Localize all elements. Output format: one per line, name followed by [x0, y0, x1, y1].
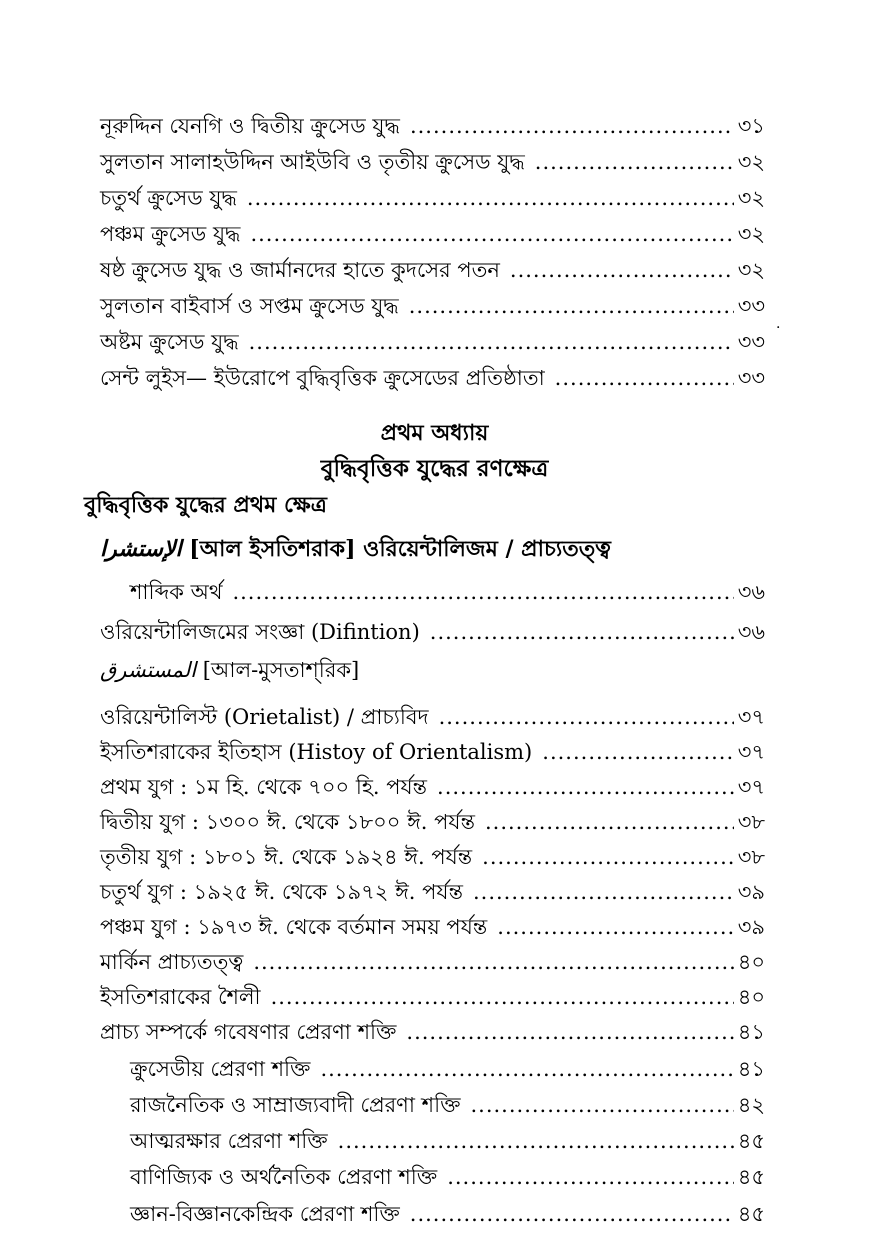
toc-entry-page: ৩৯ [737, 915, 765, 939]
toc-entry [100, 292, 765, 320]
toc-entry-title: পঞ্চম ক্রুসেড যুদ্ধ [100, 222, 241, 246]
toc-entry [100, 184, 765, 212]
leader-dots [470, 1091, 733, 1119]
toc-entry [100, 256, 765, 284]
leader-dots [406, 1018, 733, 1046]
toc-entry-title: আত্মরক্ষার প্রেরণা শক্তি [130, 1129, 328, 1153]
toc-entry-page: ৪১ [737, 1020, 765, 1044]
toc-entry-page: ৩২ [737, 150, 765, 174]
toc-entry-page: ৩১ [737, 114, 765, 138]
toc-entry-page: ৩৬ [737, 580, 765, 604]
toc-entry-page: ৩৩ [737, 294, 765, 318]
toc-entry-title: তৃতীয় যুগ : ১৮০১ ঈ. থেকে ১৯২৪ ঈ. পর্যন্ত [100, 845, 473, 869]
arabic-term: المستشرق [100, 658, 197, 682]
chapter-title: বুদ্ধিবৃত্তিক যুদ্ধের রণক্ষেত্র [320, 455, 549, 482]
toc-entry-title: ওরিয়েন্টালিস্ট (Orietalist) / প্রাচ্যবিদ [100, 705, 429, 729]
toc-subentry [130, 1200, 765, 1228]
toc-entry [100, 618, 765, 646]
term-line [100, 656, 359, 684]
toc-entry-page: ৩২ [737, 186, 765, 210]
term-text: [আল-মুসতাশ্‌রিক] [202, 658, 360, 682]
toc-subentry [130, 1163, 765, 1191]
toc-entry-page: ৩৭ [737, 775, 765, 799]
leader-dots [535, 148, 734, 176]
leader-dots [447, 1163, 734, 1191]
leader-dots [439, 703, 734, 731]
toc-entry-page: ৩৩ [737, 330, 765, 354]
toc-entry-title: চতুর্থ যুগ : ১৯২৫ ঈ. থেকে ১৯৭২ ঈ. পর্যন্ত [100, 880, 463, 904]
toc-entry-page: ৩২ [737, 258, 765, 282]
leader-dots [247, 184, 734, 212]
leader-dots [473, 878, 734, 906]
toc-entry-page: ৩৮ [737, 845, 765, 869]
section-subtitle [100, 534, 611, 564]
leader-dots [482, 843, 734, 871]
toc-entry-page: ৩৭ [737, 705, 765, 729]
toc-entry [100, 878, 765, 906]
toc-subentry [130, 1127, 765, 1155]
toc-entry-title: জ্ঞান-বিজ্ঞানকেন্দ্রিক প্রেরণা শক্তি [130, 1202, 400, 1226]
leader-dots [497, 913, 733, 941]
toc-entry [100, 948, 765, 976]
leader-dots [320, 1055, 733, 1083]
toc-entry-page: ৪০ [737, 985, 765, 1009]
toc-entry-title: প্রাচ্য সম্পর্কে গবেষণার প্রেরণা শক্তি [100, 1020, 397, 1044]
toc-entry-title: সুলতান সালাহউদ্দিন আইউবি ও তৃতীয় ক্রুসেড যুদ্ধ [100, 150, 525, 174]
leader-dots [410, 112, 734, 140]
leader-dots [271, 983, 734, 1011]
toc-entry-title: শাব্দিক অর্থ [130, 580, 223, 604]
toc-entry [100, 913, 765, 941]
toc-entry-title: ইসতিশরাকের ইতিহাস (Histoy of Orientalism) [100, 740, 533, 764]
toc-entry-page: ৩৯ [737, 880, 765, 904]
toc-entry-title: দ্বিতীয় যুগ : ১৩০০ ঈ. থেকে ১৮০০ ঈ. পর্যন্ত [100, 810, 475, 834]
toc-entry-title: নূরুদ্দিন যেনগি ও দ্বিতীয় ক্রুসেড যুদ্ধ [100, 114, 400, 138]
section-title: বুদ্ধিবৃত্তিক যুদ্ধের প্রথম ক্ষেত্র [84, 492, 327, 518]
toc-subentry [130, 1055, 765, 1083]
toc-entry [130, 578, 765, 606]
toc-entry [100, 703, 765, 731]
toc-entry-title: বাণিজ্যিক ও অর্থনৈতিক প্রেরণা শক্তি [130, 1165, 438, 1189]
toc-entry-page: ৩৩ [737, 366, 765, 390]
leader-dots [437, 773, 734, 801]
toc-entry-title: মার্কিন প্রাচ্যতত্ত্ব [100, 950, 244, 974]
toc-entry-page: ৩৮ [737, 810, 765, 834]
toc-entry [100, 983, 765, 1011]
toc-entry [100, 843, 765, 871]
leader-dots [430, 618, 734, 646]
toc-entry [100, 773, 765, 801]
toc-entry [100, 328, 765, 356]
leader-dots [409, 292, 734, 320]
toc-entry-title: ইসতিশরাকের শৈলী [100, 985, 261, 1009]
toc-entry-page: ৩৭ [737, 740, 765, 764]
leader-dots [555, 364, 734, 392]
leader-dots [232, 578, 733, 606]
toc-entry [100, 112, 765, 140]
toc-entry-title: অষ্টম ক্রুসেড যুদ্ধ [100, 330, 239, 354]
toc-entry-title: সুলতান বাইবার্স ও সপ্তম ক্রুসেড যুদ্ধ [100, 294, 399, 318]
toc-entry [100, 738, 765, 766]
toc-entry-page: ৩২ [737, 222, 765, 246]
leader-dots [510, 256, 734, 284]
toc-entry-title: চতুর্থ ক্রুসেড যুদ্ধ [100, 186, 237, 210]
toc-entry-title: প্রথম যুগ : ১ম হি. থেকে ৭০০ হি. পর্যন্ত [100, 775, 428, 799]
leader-dots [410, 1200, 734, 1228]
leader-dots [249, 328, 734, 356]
toc-entry-page: ৪৫ [737, 1165, 765, 1189]
leader-dots [542, 738, 733, 766]
toc-entry-page: ৪৫ [737, 1202, 765, 1226]
toc-entry-title: রাজনৈতিক ও সাম্রাজ্যবাদী প্রেরণা শক্তি [130, 1093, 461, 1117]
toc-entry-page: ৪২ [737, 1093, 765, 1117]
toc-subentry [130, 1091, 765, 1119]
leader-dots [253, 948, 733, 976]
toc-entry [100, 148, 765, 176]
leader-dots [250, 220, 733, 248]
toc-entry [100, 364, 765, 392]
toc-entry [100, 220, 765, 248]
toc-entry [100, 808, 765, 836]
toc-entry-page: ৪০ [737, 950, 765, 974]
leader-dots [338, 1127, 734, 1155]
toc-entry-title: সেন্ট লুইস— ইউরোপে বুদ্ধিবৃত্তিক ক্রুসেডের প্রতিষ্ঠাতা [100, 366, 545, 390]
toc-entry [100, 1018, 765, 1046]
toc-entry-title: ওরিয়েন্টালিজমের সংজ্ঞা (Difintion) [100, 620, 420, 644]
toc-entry-title: ষষ্ঠ ক্রুসেড যুদ্ধ ও জার্মানদের হাতে কুদসের পতন [100, 258, 500, 282]
leader-dots [485, 808, 734, 836]
toc-entry-page: ৪৫ [737, 1129, 765, 1153]
toc-entry-page: ৪১ [737, 1057, 765, 1081]
stray-mark: · [776, 320, 781, 336]
toc-entry-title: ক্রুসেডীয় প্রেরণা শক্তি [130, 1057, 311, 1081]
section-subtitle-text: [আল ইসতিশরাক] ওরিয়েন্টালিজম / প্রাচ্যতত্ত্ব [189, 536, 611, 562]
toc-entry-title: পঞ্চম যুগ : ১৯৭৩ ঈ. থেকে বর্তমান সময় পর্যন্ত [100, 915, 488, 939]
arabic-term: الإستشرا [100, 536, 182, 562]
chapter-label: প্রথম অধ্যায় [380, 420, 489, 446]
toc-entry-page: ৩৬ [737, 620, 765, 644]
